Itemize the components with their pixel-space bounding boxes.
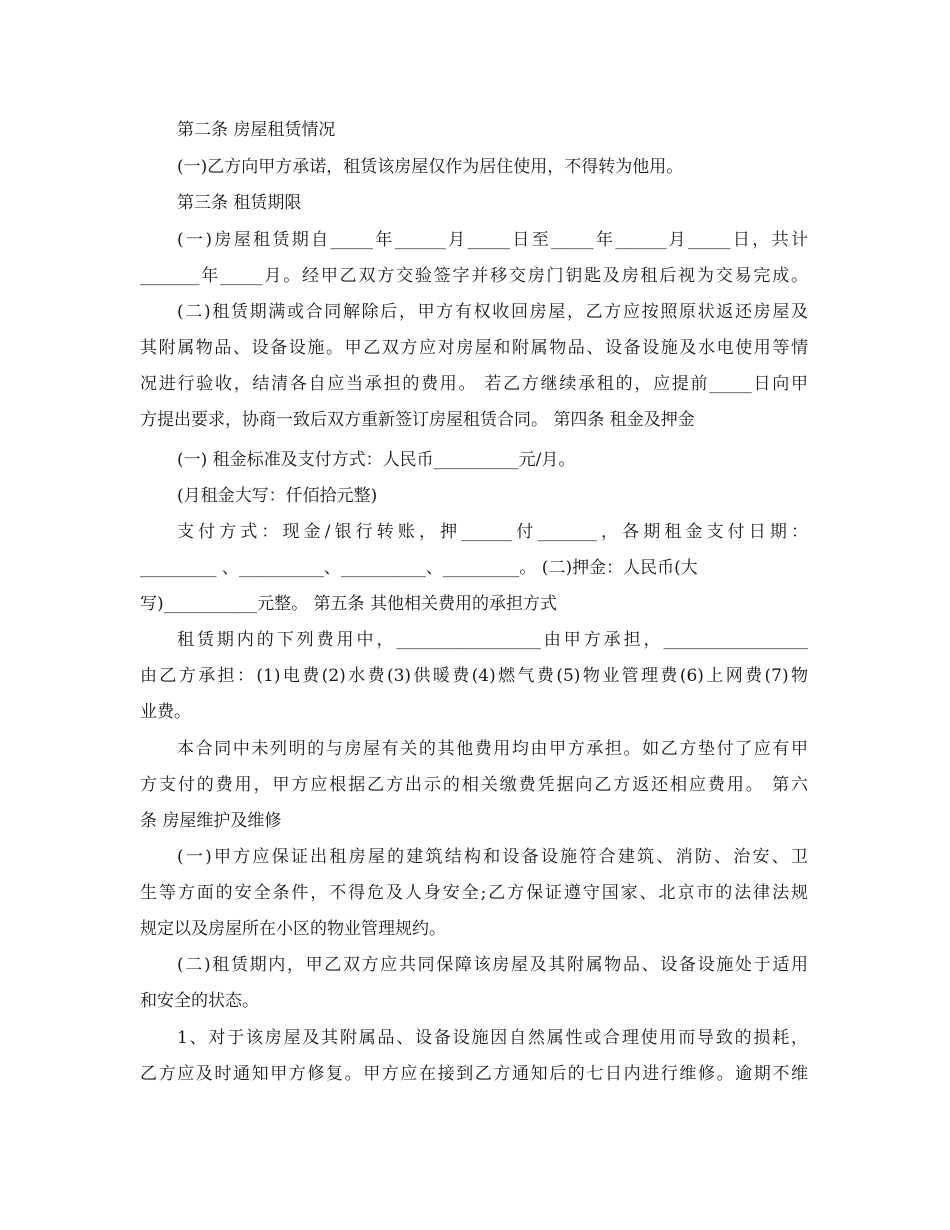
paragraph-line: 其附属物品、设备设施。甲乙双方应对房屋和附属物品、设备设施及水电使用等情 bbox=[140, 338, 808, 358]
paragraph-line: 本合同中未列明的与房屋有关的其他费用均由甲方承担。如乙方垫付了应有甲 bbox=[177, 739, 808, 759]
paragraph-line: (一)甲方应保证出租房屋的建筑结构和设备设施符合建筑、消防、治安、卫 bbox=[177, 847, 808, 867]
paragraph-line: (月租金大写：仟佰拾元整) bbox=[177, 486, 378, 506]
paragraph-line: 和安全的状态。 bbox=[140, 991, 259, 1011]
paragraph-line: _________ 、__________、__________、_________。 (二)押金：人民币(大 bbox=[140, 558, 698, 578]
paragraph-line: 生等方面的安全条件，不得危及人身安全;乙方保证遵守国家、北京市的法律法规 bbox=[140, 883, 808, 903]
paragraph-line: 支付方式：现金/银行转账，押______付_______，各期租金支付日期： bbox=[177, 522, 808, 542]
paragraph-line: 规定以及房屋所在小区的物业管理规约。 bbox=[140, 919, 446, 939]
paragraph-line: (一)房屋租赁期自_____年______月_____日至_____年______月_____日，共计 bbox=[177, 230, 808, 250]
paragraph-line: (一)乙方向甲方承诺，租赁该房屋仅作为居住使用，不得转为他用。 bbox=[177, 157, 684, 177]
paragraph-line: 由乙方承担：(1)电费(2)水费(3)供暖费(4)燃气费(5)物业管理费(6)上网费(7)物 bbox=[140, 666, 808, 686]
paragraph-line: 租赁期内的下列费用中，_________________由甲方承担，_________________ bbox=[177, 630, 808, 650]
paragraph-line: 条 房屋维护及维修 bbox=[140, 811, 282, 831]
paragraph-line: (二)租赁期满或合同解除后，甲方有权收回房屋，乙方应按照原状返还房屋及 bbox=[177, 302, 808, 322]
paragraph-line: _______年_____月。经甲乙双方交验签字并移交房门钥匙及房租后视为交易完成。 bbox=[140, 266, 808, 286]
paragraph-line: 业费。 bbox=[140, 702, 191, 722]
paragraph-line: 写)___________元整。 第五条 其他相关费用的承担方式 bbox=[140, 594, 557, 614]
paragraph-line: 方支付的费用，甲方应根据乙方出示的相关缴费凭据向乙方返还相应费用。 第六 bbox=[140, 775, 808, 795]
paragraph-line: 方提出要求，协商一致后双方重新签订房屋租赁合同。 第四条 租金及押金 bbox=[140, 410, 695, 430]
paragraph-line: 1、对于该房屋及其附属品、设备设施因自然属性或合理使用而导致的损耗， bbox=[177, 1028, 808, 1048]
article-2-heading: 第二条 房屋租赁情况 bbox=[177, 120, 336, 140]
article-3-heading: 第三条 租赁期限 bbox=[177, 193, 302, 213]
paragraph-line: (一) 租金标准及支付方式：人民币__________元/月。 bbox=[177, 450, 576, 470]
paragraph-line: (二)租赁期内，甲乙双方应共同保障该房屋及其附属物品、设备设施处于适用 bbox=[177, 955, 808, 975]
paragraph-line: 乙方应及时通知甲方修复。甲方应在接到乙方通知后的七日内进行维修。逾期不维 bbox=[140, 1064, 808, 1084]
paragraph-line: 况进行验收，结清各自应当承担的费用。 若乙方继续承租的，应提前_____日向甲 bbox=[140, 374, 808, 394]
